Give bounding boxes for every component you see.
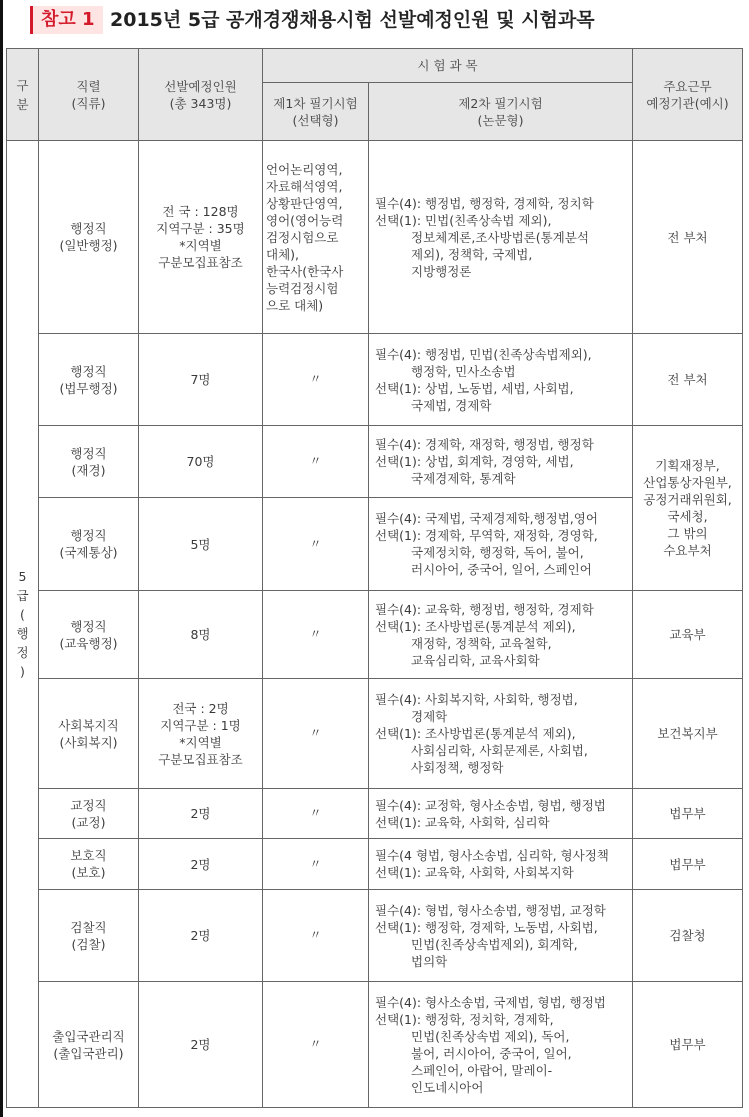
recruitment-table xyxy=(6,48,743,1108)
ditto-mark: 〃 xyxy=(263,426,369,498)
table-row xyxy=(7,591,743,679)
second-exam-cell: 필수(4): 형사소송법, 국제법, 형법, 행정법 선택(1): 행정학, 정치학, 경제학, 민법(친족상속법 제외), 독어, 불어, 러시아어, 중국어, 일어, 스페인어, 아랍어, 말레이- 인도네시아어 xyxy=(369,982,633,1108)
header-agency: 주요근무 예정기관(예시) xyxy=(633,49,743,141)
header-sihum: 시 험 과 목 xyxy=(263,49,633,83)
ditto-mark: 〃 xyxy=(263,498,369,591)
count-cell: 전 국 : 128명 지역구분 : 35명 *지역별 구분모집표참조 xyxy=(139,141,263,334)
agency-cell: 전 부처 xyxy=(633,141,743,334)
category-cell: 5 급 ( 행 정 ) xyxy=(7,141,39,1108)
table-row xyxy=(7,141,743,334)
agency-cell: 법무부 xyxy=(633,789,743,839)
second-exam-cell: 필수(4): 사회복지학, 사회학, 행정법, 경제학 선택(1): 조사방법론(통계분석 제외), 사회심리학, 사회문제론, 사회법, 사회정책, 행정학 xyxy=(369,679,633,789)
count-cell: 전국 : 2명 지역구분 : 1명 *지역별 구분모집표참조 xyxy=(139,679,263,789)
header-seonbal: 선발예정인원 (총 343명) xyxy=(139,49,263,141)
job-cell: 행정직 (교육행정) xyxy=(39,591,139,679)
table-row xyxy=(7,839,743,890)
job-cell: 행정직 (재경) xyxy=(39,426,139,498)
header-gubun: 구 분 xyxy=(7,49,39,141)
count-cell: 70명 xyxy=(139,426,263,498)
ditto-mark: 〃 xyxy=(263,982,369,1108)
agency-cell: 기획재정부, 산업통상자원부, 공정거래위원회, 국세청, 그 밖의 수요부처 xyxy=(633,426,743,591)
ditto-mark: 〃 xyxy=(263,679,369,789)
reference-badge: 참고 1 xyxy=(30,6,103,34)
header-first-exam: 제1차 필기시험 (선택형) xyxy=(263,83,369,141)
count-cell: 2명 xyxy=(139,789,263,839)
agency-cell: 보건복지부 xyxy=(633,679,743,789)
table-row xyxy=(7,426,743,498)
table-row xyxy=(7,334,743,426)
job-cell: 출입국관리직 (출입국관리) xyxy=(39,982,139,1108)
count-cell: 2명 xyxy=(139,982,263,1108)
second-exam-cell: 필수(4): 행정법, 민법(친족상속법제외), 행정학, 민사소송법 선택(1): 상법, 노동법, 세법, 사회법, 국제법, 경제학 xyxy=(369,334,633,426)
agency-cell: 법무부 xyxy=(633,982,743,1108)
agency-cell: 전 부처 xyxy=(633,334,743,426)
table-row xyxy=(7,498,743,591)
agency-cell: 법무부 xyxy=(633,839,743,890)
count-cell: 5명 xyxy=(139,498,263,591)
document-title: 2015년 5급 공개경쟁채용시험 선발예정인원 및 시험과목 xyxy=(110,9,595,31)
document-header xyxy=(0,0,749,42)
count-cell: 2명 xyxy=(139,890,263,982)
second-exam-cell: 필수(4): 경제학, 재정학, 행정법, 행정학 선택(1): 상법, 회계학, 경영학, 세법, 국제경제학, 통계학 xyxy=(369,426,633,498)
count-cell: 8명 xyxy=(139,591,263,679)
table-row xyxy=(7,890,743,982)
job-cell: 보호직 (보호) xyxy=(39,839,139,890)
second-exam-cell: 필수(4): 행정법, 행정학, 경제학, 정치학 선택(1): 민법(친족상속법 제외), 정보체계론,조사방법론(통계분석 제외), 정책학, 국제법, 지방행정론 xyxy=(369,141,633,334)
agency-cell: 교육부 xyxy=(633,591,743,679)
ditto-mark: 〃 xyxy=(263,789,369,839)
table-row xyxy=(7,789,743,839)
header-second-exam: 제2차 필기시험 (논문형) xyxy=(369,83,633,141)
ditto-mark: 〃 xyxy=(263,890,369,982)
page-left-border xyxy=(0,0,3,1117)
job-cell: 사회복지직 (사회복지) xyxy=(39,679,139,789)
second-exam-cell: 필수(4): 교육학, 행정법, 행정학, 경제학 선택(1): 조사방법론(통계분석 제외), 재정학, 정책학, 교육철학, 교육심리학, 교육사회학 xyxy=(369,591,633,679)
header-jikryeol: 직렬 (직류) xyxy=(39,49,139,141)
agency-cell: 검찰청 xyxy=(633,890,743,982)
job-cell: 행정직 (일반행정) xyxy=(39,141,139,334)
first-exam-cell: 언어논리영역, 자료해석영역, 상황판단영역, 영어(영어능력 검정시험으로 대체), 한국사(한국사 능력검정시험 으로 대체) xyxy=(263,141,369,334)
job-cell: 행정직 (국제통상) xyxy=(39,498,139,591)
second-exam-cell: 필수(4): 형법, 형사소송법, 행정법, 교정학 선택(1): 행정학, 경제학, 노동법, 사회법, 민법(친족상속법제외), 회계학, 법의학 xyxy=(369,890,633,982)
job-cell: 교정직 (교정) xyxy=(39,789,139,839)
count-cell: 7명 xyxy=(139,334,263,426)
second-exam-cell: 필수(4): 국제법, 국제경제학,행정법,영어 선택(1): 경제학, 무역학, 재정학, 경영학, 국제정치학, 행정학, 독어, 불어, 러시아어, 중국어, 일어, 스페인어 xyxy=(369,498,633,591)
second-exam-cell: 필수(4): 교정학, 형사소송법, 형법, 행정법 선택(1): 교육학, 사회학, 심리학 xyxy=(369,789,633,839)
table-row xyxy=(7,982,743,1108)
ditto-mark: 〃 xyxy=(263,839,369,890)
job-cell: 행정직 (법무행정) xyxy=(39,334,139,426)
second-exam-cell: 필수(4 형법, 형사소송법, 심리학, 형사정책 선택(1): 교육학, 사회학, 사회복지학 xyxy=(369,839,633,890)
count-cell: 2명 xyxy=(139,839,263,890)
job-cell: 검찰직 (검찰) xyxy=(39,890,139,982)
table-row xyxy=(7,679,743,789)
ditto-mark: 〃 xyxy=(263,334,369,426)
ditto-mark: 〃 xyxy=(263,591,369,679)
